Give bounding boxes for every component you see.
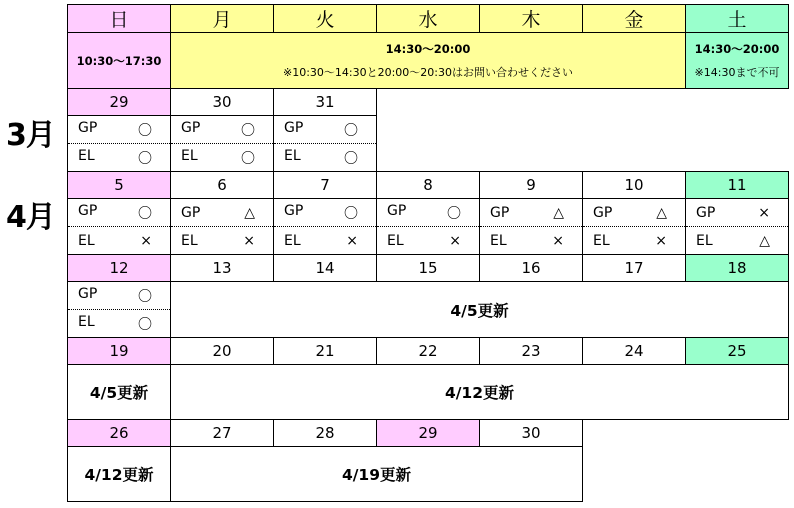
date-cell[interactable]: 9 [480, 172, 583, 199]
date-cell[interactable]: 21 [274, 338, 377, 365]
date-cell[interactable]: 22 [377, 338, 480, 365]
update-note-sunday: 4/5更新 [68, 365, 171, 420]
gp-label: GP [181, 119, 201, 136]
gp-label: GP [284, 119, 304, 136]
weekday-thu: 木 [480, 5, 583, 33]
weekday-tue: 火 [274, 5, 377, 33]
date-cell[interactable]: 6 [171, 172, 274, 199]
week2-gp-row [68, 199, 789, 227]
hours-saturday-text: 14:30〜20:00 [694, 42, 780, 56]
week1-date-row [68, 89, 789, 116]
el-slot[interactable] [68, 310, 171, 338]
availability-mark: × [449, 232, 461, 249]
availability-mark: × [655, 232, 667, 249]
el-slot[interactable] [480, 227, 583, 255]
gp-slot[interactable] [686, 199, 789, 227]
update-note-sunday: 4/12更新 [68, 447, 171, 502]
date-cell[interactable]: 28 [274, 420, 377, 447]
el-slot[interactable] [377, 227, 480, 255]
weekday-mon: 月 [171, 5, 274, 33]
gp-slot[interactable] [171, 116, 274, 144]
el-label: EL [181, 232, 198, 249]
empty-area [583, 420, 789, 502]
date-cell[interactable]: 25 [686, 338, 789, 365]
date-cell[interactable]: 15 [377, 255, 480, 282]
el-label: EL [78, 147, 95, 164]
date-cell[interactable]: 23 [480, 338, 583, 365]
gp-label: GP [78, 285, 98, 302]
week2-date-row [68, 172, 789, 199]
date-cell[interactable]: 11 [686, 172, 789, 199]
month-label-april: 4月 [6, 200, 55, 235]
availability-mark: 〇 [344, 122, 358, 139]
availability-mark: 〇 [138, 150, 152, 167]
availability-mark: 〇 [241, 122, 255, 139]
availability-mark: × [140, 232, 152, 249]
availability-mark: △ [553, 204, 564, 221]
weekday-header-row [68, 5, 789, 33]
date-cell[interactable]: 18 [686, 255, 789, 282]
date-cell[interactable]: 17 [583, 255, 686, 282]
el-slot[interactable] [686, 227, 789, 255]
hours-weekday [171, 33, 686, 89]
el-slot[interactable] [583, 227, 686, 255]
hours-row [68, 33, 789, 89]
gp-slot[interactable] [68, 282, 171, 310]
hours-sunday-text: 10:30〜17:30 [76, 53, 162, 68]
gp-slot[interactable] [171, 199, 274, 227]
weekday-fri: 金 [583, 5, 686, 33]
availability-mark: △ [244, 204, 255, 221]
update-note: 4/12更新 [171, 365, 789, 420]
el-slot[interactable] [171, 227, 274, 255]
date-cell[interactable]: 30 [480, 420, 583, 447]
week3-date-row [68, 255, 789, 282]
availability-mark: 〇 [344, 150, 358, 167]
date-cell[interactable]: 8 [377, 172, 480, 199]
date-cell[interactable]: 26 [68, 420, 171, 447]
gp-slot[interactable] [274, 199, 377, 227]
weekday-sat: 土 [686, 5, 789, 33]
date-cell[interactable]: 24 [583, 338, 686, 365]
date-cell[interactable]: 29 [377, 420, 480, 447]
el-slot[interactable] [274, 227, 377, 255]
hours-sunday [68, 33, 171, 89]
hours-weekday-note: ※10:30〜14:30と20:00〜20:30はお問い合わせください [282, 66, 574, 79]
date-cell[interactable]: 7 [274, 172, 377, 199]
el-label: EL [696, 232, 713, 249]
availability-mark: 〇 [138, 288, 152, 305]
week2-el-row [68, 227, 789, 255]
hours-saturday [686, 33, 789, 89]
date-cell[interactable]: 31 [274, 89, 377, 116]
month-label-march: 3月 [6, 118, 55, 153]
gp-label: GP [78, 202, 98, 219]
el-label: EL [181, 147, 198, 164]
hours-saturday-note: ※14:30まで不可 [694, 66, 780, 79]
weekday-wed: 水 [377, 5, 480, 33]
date-cell[interactable]: 5 [68, 172, 171, 199]
date-cell[interactable]: 20 [171, 338, 274, 365]
el-label: EL [387, 232, 404, 249]
availability-mark: 〇 [447, 205, 461, 222]
date-cell[interactable]: 19 [68, 338, 171, 365]
week3-gp-row [68, 282, 789, 310]
gp-slot[interactable] [274, 116, 377, 144]
el-label: EL [78, 313, 95, 330]
date-cell[interactable]: 10 [583, 172, 686, 199]
el-label: EL [284, 147, 301, 164]
availability-mark: 〇 [344, 205, 358, 222]
empty-area [377, 89, 789, 172]
gp-slot[interactable] [480, 199, 583, 227]
gp-label: GP [696, 204, 716, 221]
availability-mark: × [243, 232, 255, 249]
date-cell[interactable]: 29 [68, 89, 171, 116]
gp-slot[interactable] [68, 116, 171, 144]
el-label: EL [78, 232, 95, 249]
availability-mark: × [346, 232, 358, 249]
hours-weekday-text: 14:30〜20:00 [385, 42, 471, 56]
availability-mark: 〇 [138, 205, 152, 222]
el-slot[interactable] [274, 144, 377, 172]
el-label: EL [593, 232, 610, 249]
gp-label: GP [181, 204, 201, 221]
availability-mark: × [552, 232, 564, 249]
el-slot[interactable] [171, 144, 274, 172]
date-cell[interactable]: 27 [171, 420, 274, 447]
reservation-calendar [67, 4, 789, 502]
availability-mark: △ [759, 232, 770, 249]
gp-label: GP [78, 119, 98, 136]
week5-date-row [68, 420, 789, 447]
gp-label: GP [387, 202, 407, 219]
date-cell[interactable]: 30 [171, 89, 274, 116]
el-label: EL [490, 232, 507, 249]
gp-slot[interactable] [583, 199, 686, 227]
week4-note-row [68, 365, 789, 420]
update-note: 4/19更新 [171, 447, 583, 502]
date-cell[interactable]: 13 [171, 255, 274, 282]
el-slot[interactable] [68, 227, 171, 255]
availability-mark: 〇 [138, 122, 152, 139]
availability-mark: △ [656, 204, 667, 221]
update-note: 4/5更新 [171, 282, 789, 338]
date-cell[interactable]: 14 [274, 255, 377, 282]
gp-label: GP [284, 202, 304, 219]
gp-label: GP [490, 204, 510, 221]
gp-slot[interactable] [377, 199, 480, 227]
el-label: EL [284, 232, 301, 249]
availability-mark: 〇 [241, 150, 255, 167]
availability-mark: × [758, 204, 770, 221]
gp-label: GP [593, 204, 613, 221]
el-slot[interactable] [68, 144, 171, 172]
availability-mark: 〇 [138, 316, 152, 333]
date-cell[interactable]: 12 [68, 255, 171, 282]
date-cell[interactable]: 16 [480, 255, 583, 282]
weekday-sun: 日 [68, 5, 171, 33]
gp-slot[interactable] [68, 199, 171, 227]
week4-date-row [68, 338, 789, 365]
